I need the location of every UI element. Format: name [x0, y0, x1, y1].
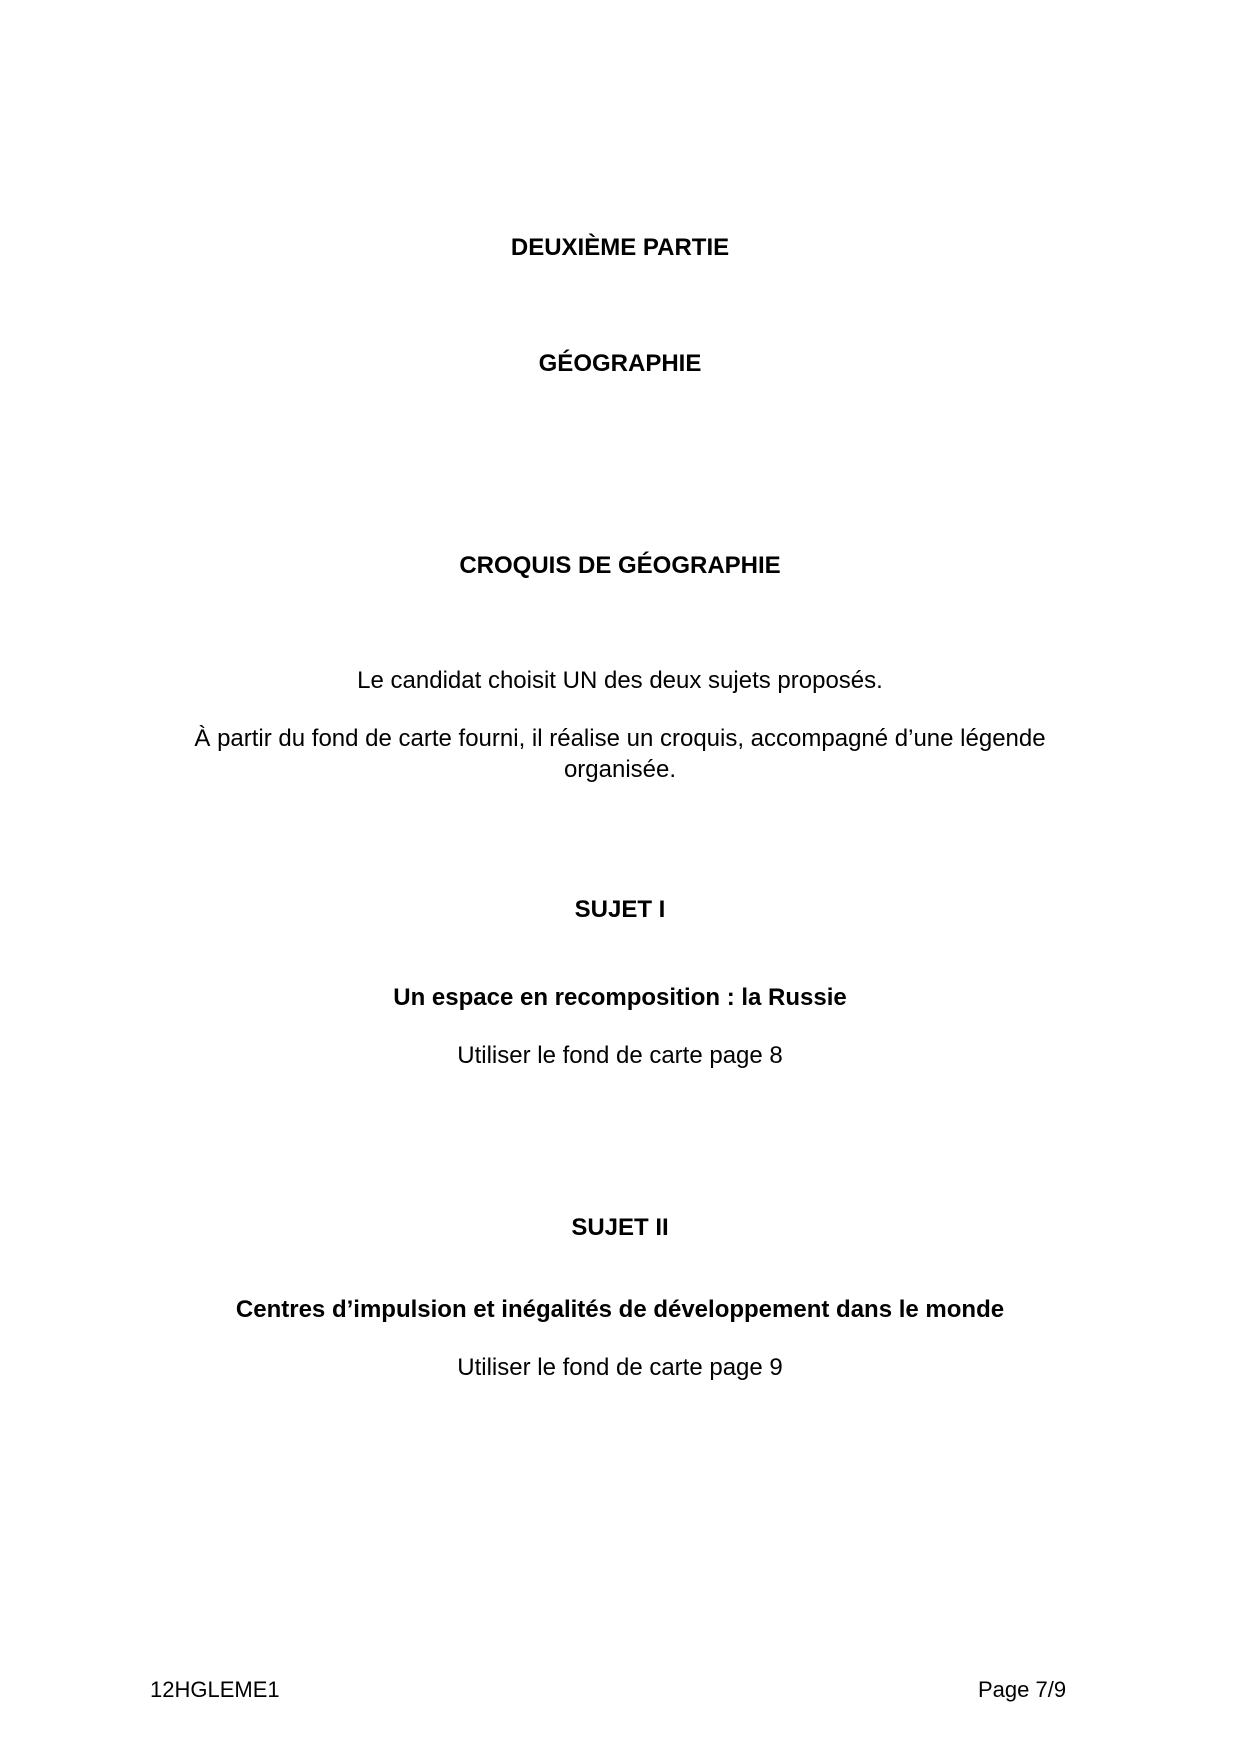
instruction-task: À partir du fond de carte fourni, il réalise un croquis, accompagné d’une légende organisée.: [194, 725, 1046, 783]
footer-code: 12HGLEME1: [150, 1677, 280, 1702]
sujet-1-note: Utiliser le fond de carte page 8: [457, 1042, 783, 1069]
footer-page-number: Page 7/9: [978, 1677, 1067, 1702]
sujet-2-heading: SUJET II: [571, 1214, 669, 1241]
subject-title: GÉOGRAPHIE: [538, 350, 702, 377]
part-title: DEUXIÈME PARTIE: [510, 234, 730, 261]
section-title: CROQUIS DE GÉOGRAPHIE: [459, 552, 781, 579]
sujet-2-title: Centres d’impulsion et inégalités de développement dans le monde: [235, 1296, 1005, 1323]
sujet-1-heading: SUJET I: [574, 896, 666, 923]
instruction-choice: Le candidat choisit UN des deux sujets proposés.: [357, 667, 883, 694]
sujet-2-note: Utiliser le fond de carte page 9: [457, 1354, 783, 1381]
sujet-1-title: Un espace en recomposition : la Russie: [393, 984, 847, 1011]
